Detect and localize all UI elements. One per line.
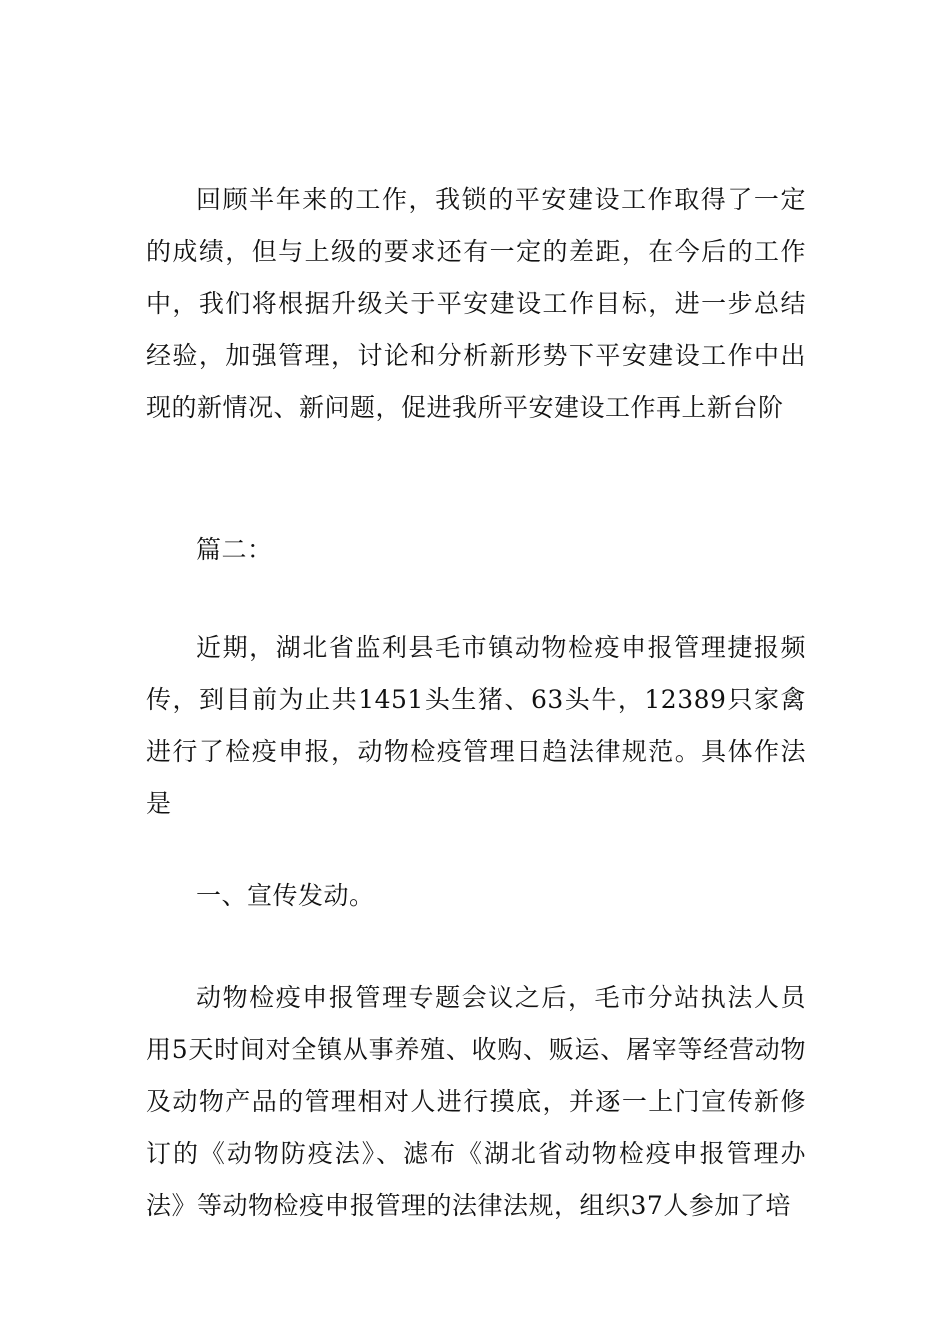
section-heading-publicity: 一、宣传发动。 (196, 881, 375, 910)
paragraph-recent-news: 近期，湖北省监利县毛市镇动物检疫申报管理捷报频传，到目前为止共1451头生猪、63头牛，12389只家禽进行了检疫申报，动物检疫管理日趋法律规范。具体作法是 (146, 633, 806, 818)
paragraph-review: 回顾半年来的工作，我锁的平安建设工作取得了一定的成绩，但与上级的要求还有一定的差距，在今后的工作中，我们将根据升级关于平安建设工作目标，进一步总结经验，加强管理，讨论和分析新形势下平安建设工作中出现的新情况、新问题，促进我所平安建设工作再上新台阶 (146, 185, 806, 422)
paragraph-publicity-details: 动物检疫申报管理专题会议之后，毛市分站执法人员用5天时间对全镇从事养殖、收购、贩运、屠宰等经营动物及动物产品的管理相对人进行摸底，并逐一上门宣传新修订的《动物防疫法》、滤布《湖北省动物检疫申报管理办法》等动物检疫申报管理的法律法规，组织37人参加了培 (146, 983, 806, 1220)
section-heading-pian-er: 篇二： (196, 535, 273, 564)
